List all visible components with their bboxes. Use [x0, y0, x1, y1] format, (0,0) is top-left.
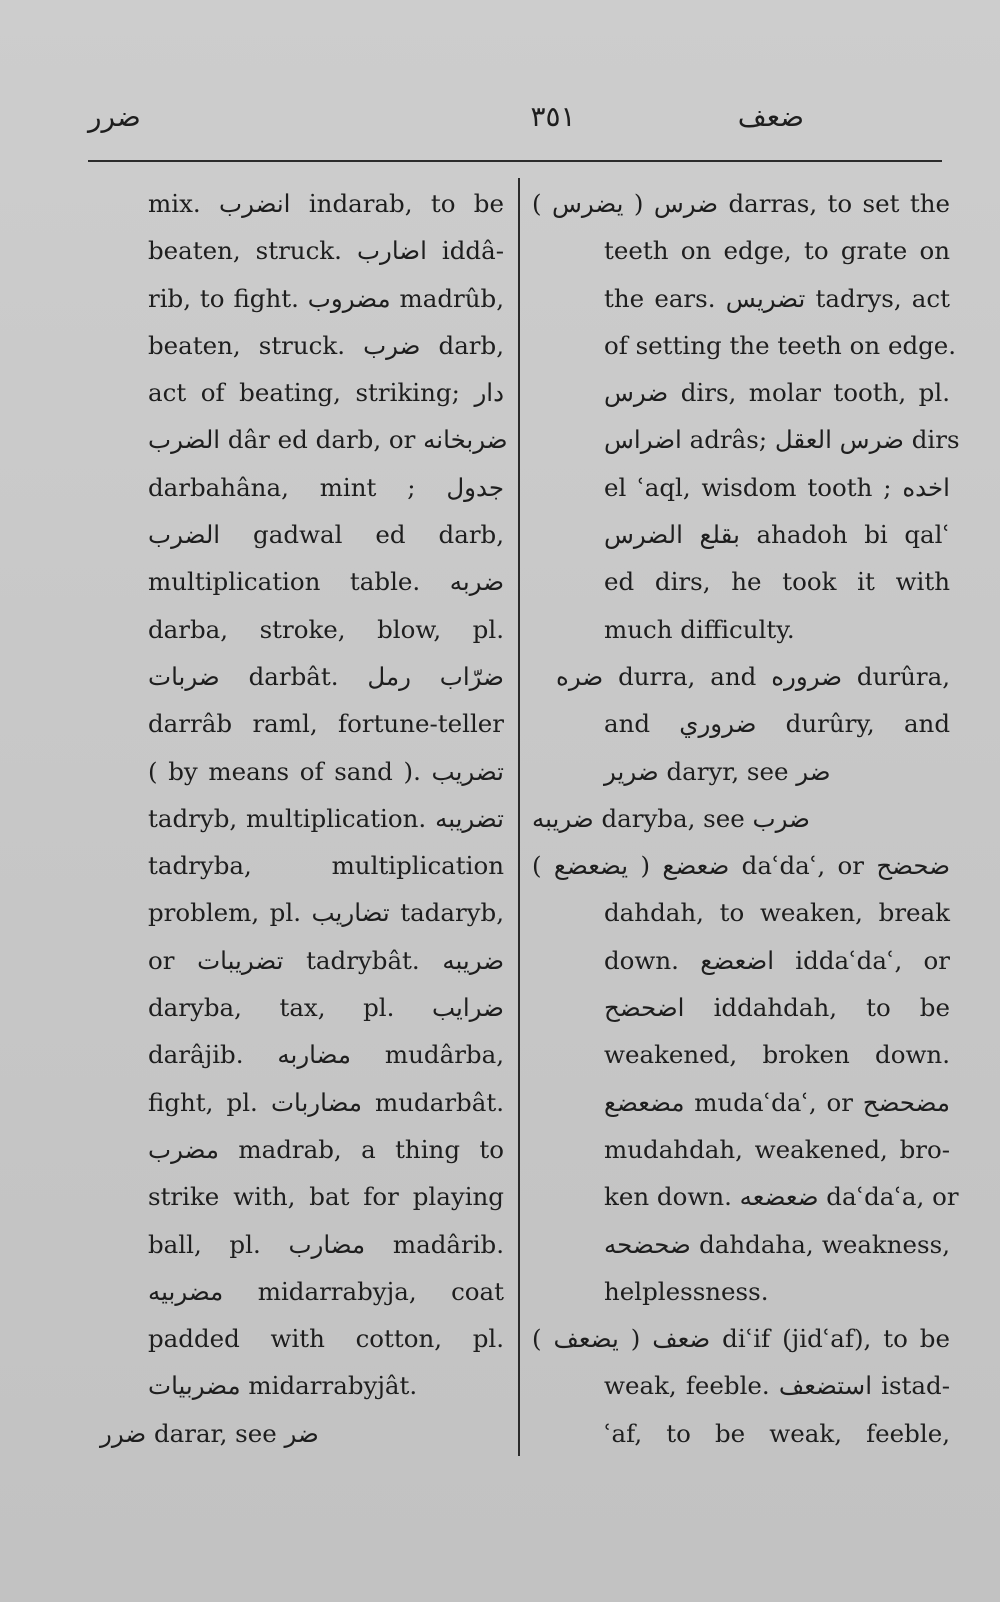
text-line: mix. انضرب indarab, to be — [148, 189, 504, 218]
text-line: الضرب dâr ed darb, or ضربخانه — [148, 425, 508, 455]
text-line: بقلع الضرس ahadoh bi qalʿ — [604, 520, 950, 550]
text-line: dahdah, to weaken, break — [604, 898, 950, 928]
text-line: beaten, struck. اضارب iddâ- — [148, 236, 504, 266]
text-line: el ʿaql, wisdom tooth ; اخده — [604, 472, 950, 502]
text-line: ken down. ضعضعه daʿdaʿa, or — [604, 1182, 959, 1212]
header-rule — [88, 160, 942, 162]
text-line: darbahâna, mint ; جدول — [148, 472, 504, 502]
column-divider — [518, 178, 520, 1456]
text-line: tadryba, multiplication — [148, 851, 504, 881]
text-line: اضحضح iddahdah, to be — [604, 993, 950, 1023]
page-header — [88, 100, 944, 150]
text-line: tadryb, multiplication. تضريبه — [148, 803, 504, 833]
text-line: ed dirs, he took it with — [604, 567, 950, 597]
text-line: darba, stroke, blow, pl. — [148, 614, 504, 644]
header-guide-word-end: ضرر — [88, 100, 141, 133]
text-line: ضحضحه dahdaha, weakness, — [604, 1229, 950, 1259]
text-line: ضرير daryr, see ضر — [604, 756, 831, 786]
entry-headword-line: ضريبه daryba, see ضرب — [532, 803, 810, 833]
page-number: ۳٥١ — [530, 100, 576, 133]
text-line: strike with, bat for playing — [148, 1182, 504, 1212]
text-line: ʿaf, to be weak, feeble, — [604, 1418, 950, 1448]
text-line: of setting the teeth on edge. — [604, 330, 957, 360]
text-line: rib, to fight. مضروب madrûb, — [148, 283, 504, 313]
text-line: مضربيات midarrabyjât. — [148, 1371, 418, 1401]
text-line: mudahdah, weakened, bro- — [604, 1134, 950, 1164]
text-line: multiplication table. ضربه — [148, 567, 504, 597]
text-line: ( by means of sand ). تضريب — [148, 756, 504, 786]
text-line: beaten, struck. ضرب darb, — [148, 330, 504, 360]
text-line: the ears. تضريس tadrys, act — [604, 283, 950, 313]
text-line: problem, pl. تضاريب tadaryb, — [148, 898, 504, 928]
text-line: weakened, broken down. — [604, 1040, 950, 1070]
text-line: padded with cotton, pl. — [148, 1324, 504, 1354]
text-line: ضرس dirs, molar tooth, pl. — [604, 378, 950, 408]
text-line: down. اضعضع iddaʿdaʿ, or — [604, 945, 950, 975]
text-line: and ضروري durûry, and — [604, 709, 951, 739]
text-line: ball, pl. مضارب madârib. — [148, 1229, 505, 1259]
entry-headword-line: ضعضع ( يضعضع ) daʿdaʿ, or ضحضح — [532, 851, 950, 881]
left-column — [100, 180, 508, 1457]
text-line: مضعضع mudaʿdaʿ, or مضحضح — [604, 1087, 950, 1117]
text-line: daryba, tax, pl. ضرايب — [148, 993, 504, 1023]
text-line: الضرب gadwal ed darb, — [148, 520, 504, 550]
text-line: darrâb raml, fortune-teller — [148, 709, 504, 739]
entry-headword-line: ضرر darar, see ضر — [100, 1418, 319, 1448]
text-line: مضربيه midarrabyja, coat — [148, 1276, 504, 1306]
text-line: much difficulty. — [604, 614, 795, 644]
text-line: helplessness. — [604, 1276, 769, 1306]
text-line: fight, pl. مضاربات mudarbât. — [148, 1087, 504, 1117]
header-guide-word-start: ضعف — [737, 100, 804, 133]
text-line: ضربات darbât. ضرّاب رمل — [148, 661, 504, 691]
text-line: darâjib. مضاربه mudârba, — [148, 1040, 504, 1070]
text-line: weak, feeble. استضعف istad- — [604, 1371, 950, 1401]
text-line: act of beating, striking; دار — [148, 378, 504, 408]
right-column — [532, 180, 960, 1457]
text-line: مضرب madrab, a thing to — [148, 1134, 504, 1164]
text-line: or تضريبات tadrybât. ضريبه — [148, 945, 505, 975]
entry-headword-line: ضعف ( يضعف ) diʿif (jidʿaf), to be — [532, 1324, 950, 1354]
entry-headword-line: ضره durra, and ضروره durûra, — [556, 661, 950, 691]
text-line: اضراس adrâs; ضرس العقل dirs — [604, 425, 960, 455]
entry-headword-line: ضرس ( يضرس ) darras, to set the — [532, 189, 950, 218]
text-line: teeth on edge, to grate on — [604, 236, 950, 266]
